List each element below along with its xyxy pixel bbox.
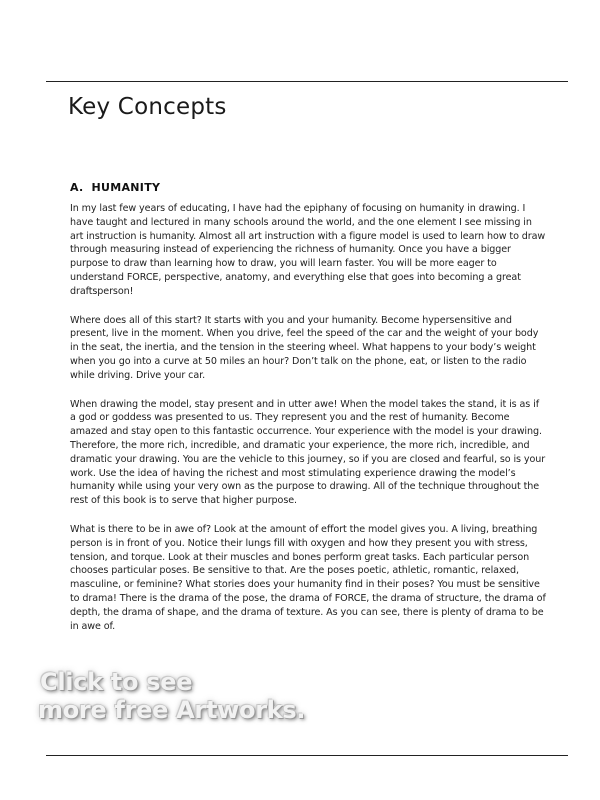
free-artworks-link[interactable] (40, 668, 305, 724)
paragraph-2: Where does all of this start? It starts with you and your humanity. Become hypersensitive and present, live in the moment. When you drive, feel the speed of the car and the weight of your body in the seat, the inertia, and the tension in the steering wheel. What happens to your body’s weight when you go into a curve at 50 miles an hour? Don’t talk on the phone, eat, or listen to the radio while driving. Drive your car. (70, 314, 539, 381)
bottom-rule (46, 755, 568, 756)
section-title: HUMANITY (91, 181, 161, 194)
section-letter: A. (70, 181, 84, 194)
paragraph-3: When drawing the model, stay present and in utter awe! When the model takes the stand, it is as if a god or goddess was presented to us. They represent you and the rest of humanity. Become amazed and stay open to this fantastic occurrence. Your experience with the model is your drawing. Therefore, the more rich, incredible, and dramatic your experience, the more rich, incredible, and dramatic your drawing. You are the vehicle to this journey, so if you are closed and fearful, so is your work. Use the idea of having the richest and most stimulating experience drawing the model’s humanity while using your very own as the purpose to drawing. All of the technique throughout the rest of this book is to serve that higher purpose. (70, 398, 546, 507)
chapter-title: Key Concepts (68, 94, 227, 120)
section-heading (70, 181, 160, 194)
promo-line-1[interactable]: Click to see (40, 668, 193, 696)
promo-line-2[interactable]: more free Artworks. (38, 696, 306, 724)
body-text (70, 202, 546, 648)
top-rule (46, 81, 568, 82)
paragraph-4: What is there to be in awe of? Look at the amount of effort the model gives you. A living, breathing person is in front of you. Notice their lungs fill with oxygen and how they present you with stress, tension, and torque. Look at their muscles and bones perform great tasks. Each particular person chooses particular poses. Be sensitive to that. Are the poses poetic, athletic, romantic, relaxed, masculine, or feminine? What stories does your humanity find in their poses? You must be sensitive to drama! There is the drama of the pose, the drama of FORCE, the drama of structure, the drama of depth, the drama of shape, and the drama of texture. As you can see, there is plenty of drama to be in awe of. (70, 523, 546, 632)
paragraph-1: In my last few years of educating, I have had the epiphany of focusing on humanity in drawing. I have taught and lectured in many schools around the world, and the one element I see missing in art instruction is humanity. Almost all art instruction with a figure model is used to learn how to draw through measuring instead of experiencing the richness of humanity. Once you have a bigger purpose to draw than learning how to draw, you will learn faster. You will be more eager to understand FORCE, perspective, anatomy, and everything else that goes into becoming a great draftsperson! (70, 203, 546, 297)
